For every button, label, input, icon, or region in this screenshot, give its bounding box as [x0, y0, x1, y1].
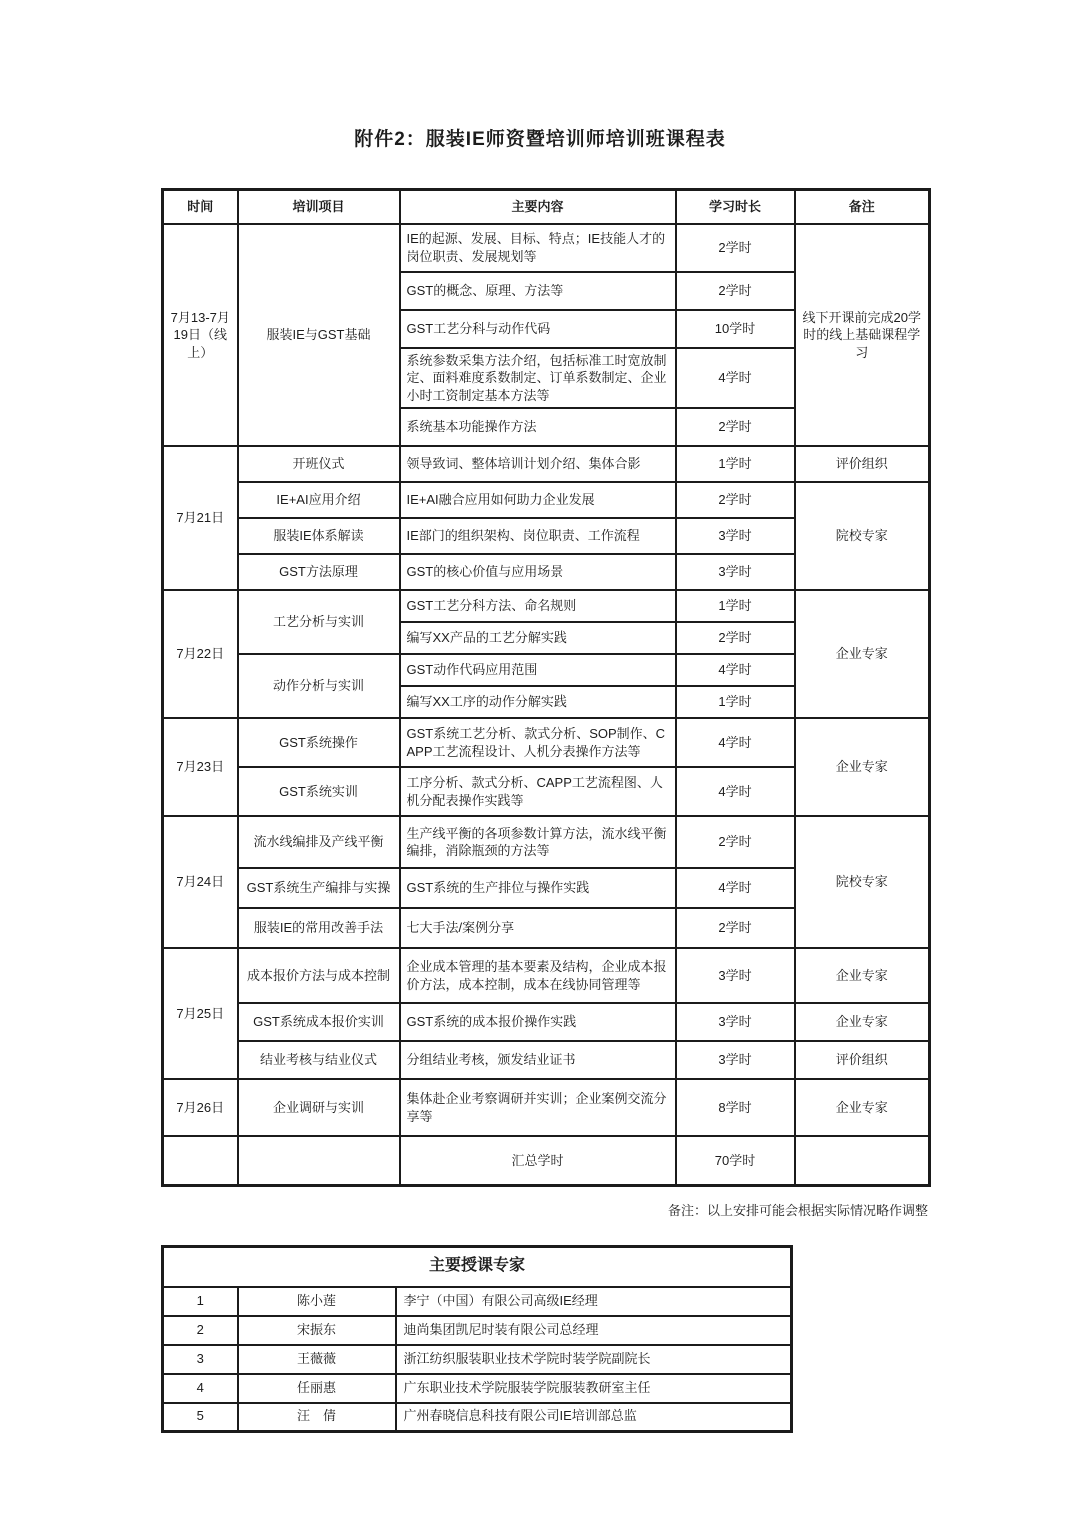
experts-header-row	[163, 1247, 792, 1287]
project-cell: 开班仪式	[238, 446, 400, 482]
hours-cell: 3学时	[676, 1003, 795, 1041]
date-cell: 7月25日	[163, 948, 238, 1079]
content-cell: GST系统的成本报价操作实践	[400, 1003, 676, 1041]
hours-cell: 2学时	[676, 224, 795, 272]
hours-cell: 8学时	[676, 1079, 795, 1136]
summary-value-cell: 70学时	[676, 1136, 795, 1185]
expert-title-cell: 广州春晓信息科技有限公司IE培训部总监	[396, 1403, 792, 1432]
hours-cell: 2学时	[676, 816, 795, 868]
project-cell: 服装IE体系解读	[238, 518, 400, 554]
hours-cell: 4学时	[676, 654, 795, 686]
expert-title-cell: 李宁（中国）有限公司高级IE经理	[396, 1287, 792, 1316]
hours-cell: 3学时	[676, 518, 795, 554]
expert-name-cell: 汪 倩	[238, 1403, 396, 1432]
table-row	[163, 224, 930, 272]
date-cell: 7月26日	[163, 1079, 238, 1136]
hours-cell: 2学时	[676, 622, 795, 654]
table-row	[163, 948, 930, 1003]
content-cell: IE+AI融合应用如何助力企业发展	[400, 482, 676, 518]
table-row	[163, 1003, 930, 1041]
expert-no-cell: 5	[163, 1403, 238, 1432]
column-header-time: 时间	[163, 190, 238, 224]
content-cell: GST系统的生产排位与操作实践	[400, 868, 676, 908]
column-header-note: 备注	[795, 190, 930, 224]
page-title: 附件2：服装IE师资暨培训师培训班课程表	[354, 129, 726, 150]
hours-cell: 4学时	[676, 767, 795, 816]
date-cell: 7月21日	[163, 446, 238, 590]
hours-cell: 2学时	[676, 908, 795, 948]
hours-cell: 4学时	[676, 348, 795, 409]
expert-title-cell: 迪尚集团凯尼时装有限公司总经理	[396, 1316, 792, 1345]
project-cell: GST系统实训	[238, 767, 400, 816]
expert-row	[163, 1403, 792, 1432]
table-row	[163, 482, 930, 518]
date-cell: 7月23日	[163, 718, 238, 816]
expert-name-cell: 陈小莲	[238, 1287, 396, 1316]
content-cell: 系统参数采集方法介绍，包括标准工时宽放制定、面料难度系数制定、订单系数制定、企业小时工资制定基本方法等	[400, 348, 676, 409]
project-cell: 动作分析与实训	[238, 654, 400, 718]
table-row	[163, 718, 930, 767]
expert-row	[163, 1374, 792, 1403]
content-cell: 工序分析、款式分析、CAPP工艺流程图、人机分配表操作实践等	[400, 767, 676, 816]
empty-cell	[163, 1136, 238, 1185]
project-cell: 企业调研与实训	[238, 1079, 400, 1136]
hours-cell: 1学时	[676, 446, 795, 482]
expert-no-cell: 2	[163, 1316, 238, 1345]
expert-title-cell: 广东职业技术学院服装学院服装教研室主任	[396, 1374, 792, 1403]
hours-cell: 4学时	[676, 718, 795, 767]
hours-cell: 10学时	[676, 310, 795, 348]
note-cell: 企业专家	[795, 1003, 930, 1041]
expert-name-cell: 王薇薇	[238, 1345, 396, 1374]
date-cell: 7月22日	[163, 590, 238, 718]
project-cell: 成本报价方法与成本控制	[238, 948, 400, 1003]
date-cell: 7月24日	[163, 816, 238, 948]
column-header-content: 主要内容	[400, 190, 676, 224]
content-cell: 集体赴企业考察调研并实训；企业案例交流分享等	[400, 1079, 676, 1136]
date-cell: 7月13-7月19日（线上）	[163, 224, 238, 447]
column-header-hours: 学习时长	[676, 190, 795, 224]
expert-row	[163, 1287, 792, 1316]
table-row	[163, 816, 930, 868]
project-cell: 服装IE与GST基础	[238, 224, 400, 447]
expert-no-cell: 3	[163, 1345, 238, 1374]
expert-no-cell: 4	[163, 1374, 238, 1403]
note-cell: 企业专家	[795, 718, 930, 816]
project-cell: 结业考核与结业仪式	[238, 1041, 400, 1079]
note-cell: 院校专家	[795, 816, 930, 948]
table-row	[163, 1041, 930, 1079]
content-cell: 企业成本管理的基本要素及结构，企业成本报价方法，成本控制，成本在线协同管理等	[400, 948, 676, 1003]
note-cell: 企业专家	[795, 1079, 930, 1136]
project-cell: GST系统操作	[238, 718, 400, 767]
content-cell: IE部门的组织架构、岗位职责、工作流程	[400, 518, 676, 554]
summary-label-cell: 汇总学时	[400, 1136, 676, 1185]
hours-cell: 4学时	[676, 868, 795, 908]
content-cell: 七大手法/案例分享	[400, 908, 676, 948]
content-cell: 领导致词、整体培训计划介绍、集体合影	[400, 446, 676, 482]
note-cell: 院校专家	[795, 482, 930, 590]
expert-title-cell: 浙江纺织服装职业技术学院时装学院副院长	[396, 1345, 792, 1374]
content-cell: GST工艺分科与动作代码	[400, 310, 676, 348]
empty-cell	[238, 1136, 400, 1185]
hours-cell: 3学时	[676, 948, 795, 1003]
experts-table	[161, 1245, 793, 1433]
hours-cell: 1学时	[676, 590, 795, 622]
project-cell: GST方法原理	[238, 554, 400, 590]
expert-row	[163, 1316, 792, 1345]
hours-cell: 1学时	[676, 686, 795, 718]
content-cell: 编写XX产品的工艺分解实践	[400, 622, 676, 654]
note-cell: 评价组织	[795, 1041, 930, 1079]
content-cell: GST工艺分科方法、命名规则	[400, 590, 676, 622]
schedule-table	[161, 188, 931, 1187]
table-row	[163, 1079, 930, 1136]
content-cell: 编写XX工序的动作分解实践	[400, 686, 676, 718]
table-row	[163, 446, 930, 482]
empty-cell	[795, 1136, 930, 1185]
schedule-footnote: 备注：以上安排可能会根据实际情况略作调整	[667, 1203, 928, 1218]
note-cell: 评价组织	[795, 446, 930, 482]
hours-cell: 2学时	[676, 482, 795, 518]
project-cell: GST系统成本报价实训	[238, 1003, 400, 1041]
summary-row	[163, 1136, 930, 1185]
note-cell: 企业专家	[795, 948, 930, 1003]
note-cell: 企业专家	[795, 590, 930, 718]
expert-name-cell: 任丽惠	[238, 1374, 396, 1403]
hours-cell: 2学时	[676, 408, 795, 446]
content-cell: GST动作代码应用范围	[400, 654, 676, 686]
header-row	[163, 190, 930, 224]
hours-cell: 3学时	[676, 1041, 795, 1079]
project-cell: IE+AI应用介绍	[238, 482, 400, 518]
hours-cell: 3学时	[676, 554, 795, 590]
content-cell: IE的起源、发展、目标、特点；IE技能人才的岗位职责、发展规划等	[400, 224, 676, 272]
note-cell: 线下开课前完成20学时的线上基础课程学习	[795, 224, 930, 447]
content-cell: 生产线平衡的各项参数计算方法，流水线平衡编排，消除瓶颈的方法等	[400, 816, 676, 868]
hours-cell: 2学时	[676, 272, 795, 310]
table-row	[163, 590, 930, 622]
content-cell: GST的核心价值与应用场景	[400, 554, 676, 590]
content-cell: 分组结业考核，颁发结业证书	[400, 1041, 676, 1079]
project-cell: 工艺分析与实训	[238, 590, 400, 654]
content-cell: GST系统工艺分析、款式分析、SOP制作、CAPP工艺流程设计、人机分表操作方法等	[400, 718, 676, 767]
experts-table-title: 主要授课专家	[163, 1247, 792, 1287]
expert-name-cell: 宋振东	[238, 1316, 396, 1345]
project-cell: 服装IE的常用改善手法	[238, 908, 400, 948]
project-cell: 流水线编排及产线平衡	[238, 816, 400, 868]
content-cell: GST的概念、原理、方法等	[400, 272, 676, 310]
project-cell: GST系统生产编排与实操	[238, 868, 400, 908]
column-header-project: 培训项目	[238, 190, 400, 224]
expert-no-cell: 1	[163, 1287, 238, 1316]
content-cell: 系统基本功能操作方法	[400, 408, 676, 446]
expert-row	[163, 1345, 792, 1374]
